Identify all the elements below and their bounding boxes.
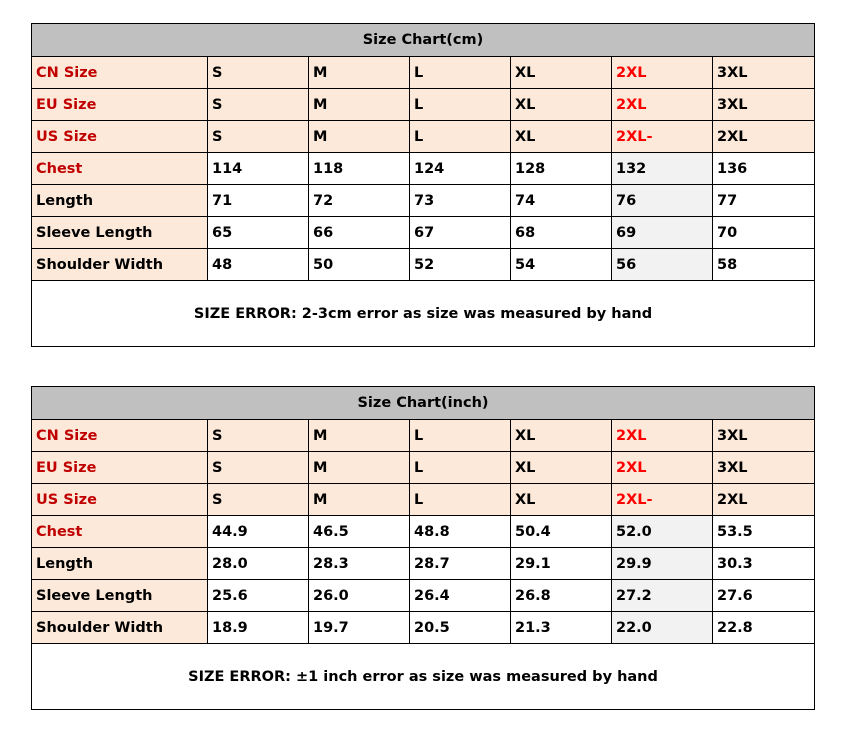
- table-cell: XL: [511, 89, 612, 121]
- table-cell: 56: [612, 249, 713, 281]
- table-cell: 26.0: [309, 580, 410, 612]
- row-label: Chest: [32, 516, 208, 548]
- size-error-note: SIZE ERROR: 2-3cm error as size was measured by hand: [32, 281, 815, 347]
- row-label: US Size: [32, 121, 208, 153]
- table-cell: XL: [511, 420, 612, 452]
- table-cell: XL: [511, 121, 612, 153]
- table-cell: 118: [309, 153, 410, 185]
- table-cell: 48: [208, 249, 309, 281]
- row-label: CN Size: [32, 57, 208, 89]
- table-cell: M: [309, 484, 410, 516]
- table-cell: 20.5: [410, 612, 511, 644]
- table-cell: S: [208, 420, 309, 452]
- table-cell: 114: [208, 153, 309, 185]
- table-cell: 28.0: [208, 548, 309, 580]
- table-cell: 2XL: [612, 89, 713, 121]
- chart-title: Size Chart(cm): [32, 24, 815, 57]
- table-row: [32, 153, 815, 185]
- table-cell: 53.5: [713, 516, 815, 548]
- table-row: [32, 185, 815, 217]
- row-label: US Size: [32, 484, 208, 516]
- table-cell: 46.5: [309, 516, 410, 548]
- table-row: [32, 452, 815, 484]
- table-row: [32, 580, 815, 612]
- table-cell: 3XL: [713, 420, 815, 452]
- row-label: Sleeve Length: [32, 217, 208, 249]
- table-row: [32, 89, 815, 121]
- table-cell: 2XL: [713, 484, 815, 516]
- table-cell: S: [208, 484, 309, 516]
- size-table-cm: [31, 23, 815, 347]
- table-cell: 66: [309, 217, 410, 249]
- table-cell: 2XL: [612, 452, 713, 484]
- table-row: [32, 57, 815, 89]
- table-cell: S: [208, 57, 309, 89]
- table-cell: 132: [612, 153, 713, 185]
- table-cell: M: [309, 452, 410, 484]
- table-cell: 71: [208, 185, 309, 217]
- size-table-inch: [31, 386, 815, 710]
- table-cell: XL: [511, 452, 612, 484]
- table-cell: 136: [713, 153, 815, 185]
- table-cell: S: [208, 121, 309, 153]
- table-cell: 22.8: [713, 612, 815, 644]
- size-error-note: SIZE ERROR: ±1 inch error as size was measured by hand: [32, 644, 815, 710]
- table-cell: 54: [511, 249, 612, 281]
- table-cell: 124: [410, 153, 511, 185]
- table-cell: 28.7: [410, 548, 511, 580]
- table-cell: L: [410, 420, 511, 452]
- table-cell: L: [410, 121, 511, 153]
- table-cell: 50: [309, 249, 410, 281]
- table-cell: 76: [612, 185, 713, 217]
- table-cell: 74: [511, 185, 612, 217]
- table-row: [32, 217, 815, 249]
- size-chart-cm: [31, 23, 814, 347]
- table-cell: 29.1: [511, 548, 612, 580]
- table-row: [32, 548, 815, 580]
- table-cell: 2XL: [612, 57, 713, 89]
- table-row: [32, 516, 815, 548]
- table-cell: 21.3: [511, 612, 612, 644]
- table-cell: 2XL: [612, 420, 713, 452]
- table-cell: 25.6: [208, 580, 309, 612]
- table-cell: 22.0: [612, 612, 713, 644]
- table-cell: L: [410, 484, 511, 516]
- table-cell: 69: [612, 217, 713, 249]
- table-cell: 3XL: [713, 89, 815, 121]
- table-cell: XL: [511, 57, 612, 89]
- row-label: Length: [32, 548, 208, 580]
- table-cell: 27.2: [612, 580, 713, 612]
- table-cell: XL: [511, 484, 612, 516]
- table-cell: 2XL-: [612, 484, 713, 516]
- table-cell: 3XL: [713, 452, 815, 484]
- table-cell: 58: [713, 249, 815, 281]
- table-cell: 52: [410, 249, 511, 281]
- table-cell: 44.9: [208, 516, 309, 548]
- row-label: Shoulder Width: [32, 249, 208, 281]
- table-cell: 128: [511, 153, 612, 185]
- table-cell: 50.4: [511, 516, 612, 548]
- table-cell: 26.8: [511, 580, 612, 612]
- table-cell: 2XL: [713, 121, 815, 153]
- table-row: [32, 121, 815, 153]
- chart-title: Size Chart(inch): [32, 387, 815, 420]
- table-cell: 72: [309, 185, 410, 217]
- table-cell: 27.6: [713, 580, 815, 612]
- table-cell: 2XL-: [612, 121, 713, 153]
- table-cell: 28.3: [309, 548, 410, 580]
- table-cell: 30.3: [713, 548, 815, 580]
- table-cell: 77: [713, 185, 815, 217]
- table-cell: M: [309, 121, 410, 153]
- table-cell: S: [208, 89, 309, 121]
- table-cell: 19.7: [309, 612, 410, 644]
- table-cell: 67: [410, 217, 511, 249]
- table-cell: 3XL: [713, 57, 815, 89]
- table-cell: L: [410, 452, 511, 484]
- table-row: [32, 484, 815, 516]
- table-cell: 18.9: [208, 612, 309, 644]
- row-label: EU Size: [32, 89, 208, 121]
- table-cell: 29.9: [612, 548, 713, 580]
- size-chart-inch: [31, 386, 814, 710]
- table-cell: 73: [410, 185, 511, 217]
- table-cell: M: [309, 57, 410, 89]
- table-cell: 52.0: [612, 516, 713, 548]
- table-cell: S: [208, 452, 309, 484]
- row-label: EU Size: [32, 452, 208, 484]
- row-label: Chest: [32, 153, 208, 185]
- table-row: [32, 420, 815, 452]
- table-row: [32, 249, 815, 281]
- table-cell: M: [309, 420, 410, 452]
- table-cell: 48.8: [410, 516, 511, 548]
- table-cell: L: [410, 57, 511, 89]
- table-row: [32, 612, 815, 644]
- table-cell: 26.4: [410, 580, 511, 612]
- table-cell: L: [410, 89, 511, 121]
- table-cell: M: [309, 89, 410, 121]
- table-cell: 68: [511, 217, 612, 249]
- row-label: CN Size: [32, 420, 208, 452]
- row-label: Length: [32, 185, 208, 217]
- table-cell: 65: [208, 217, 309, 249]
- row-label: Shoulder Width: [32, 612, 208, 644]
- row-label: Sleeve Length: [32, 580, 208, 612]
- table-cell: 70: [713, 217, 815, 249]
